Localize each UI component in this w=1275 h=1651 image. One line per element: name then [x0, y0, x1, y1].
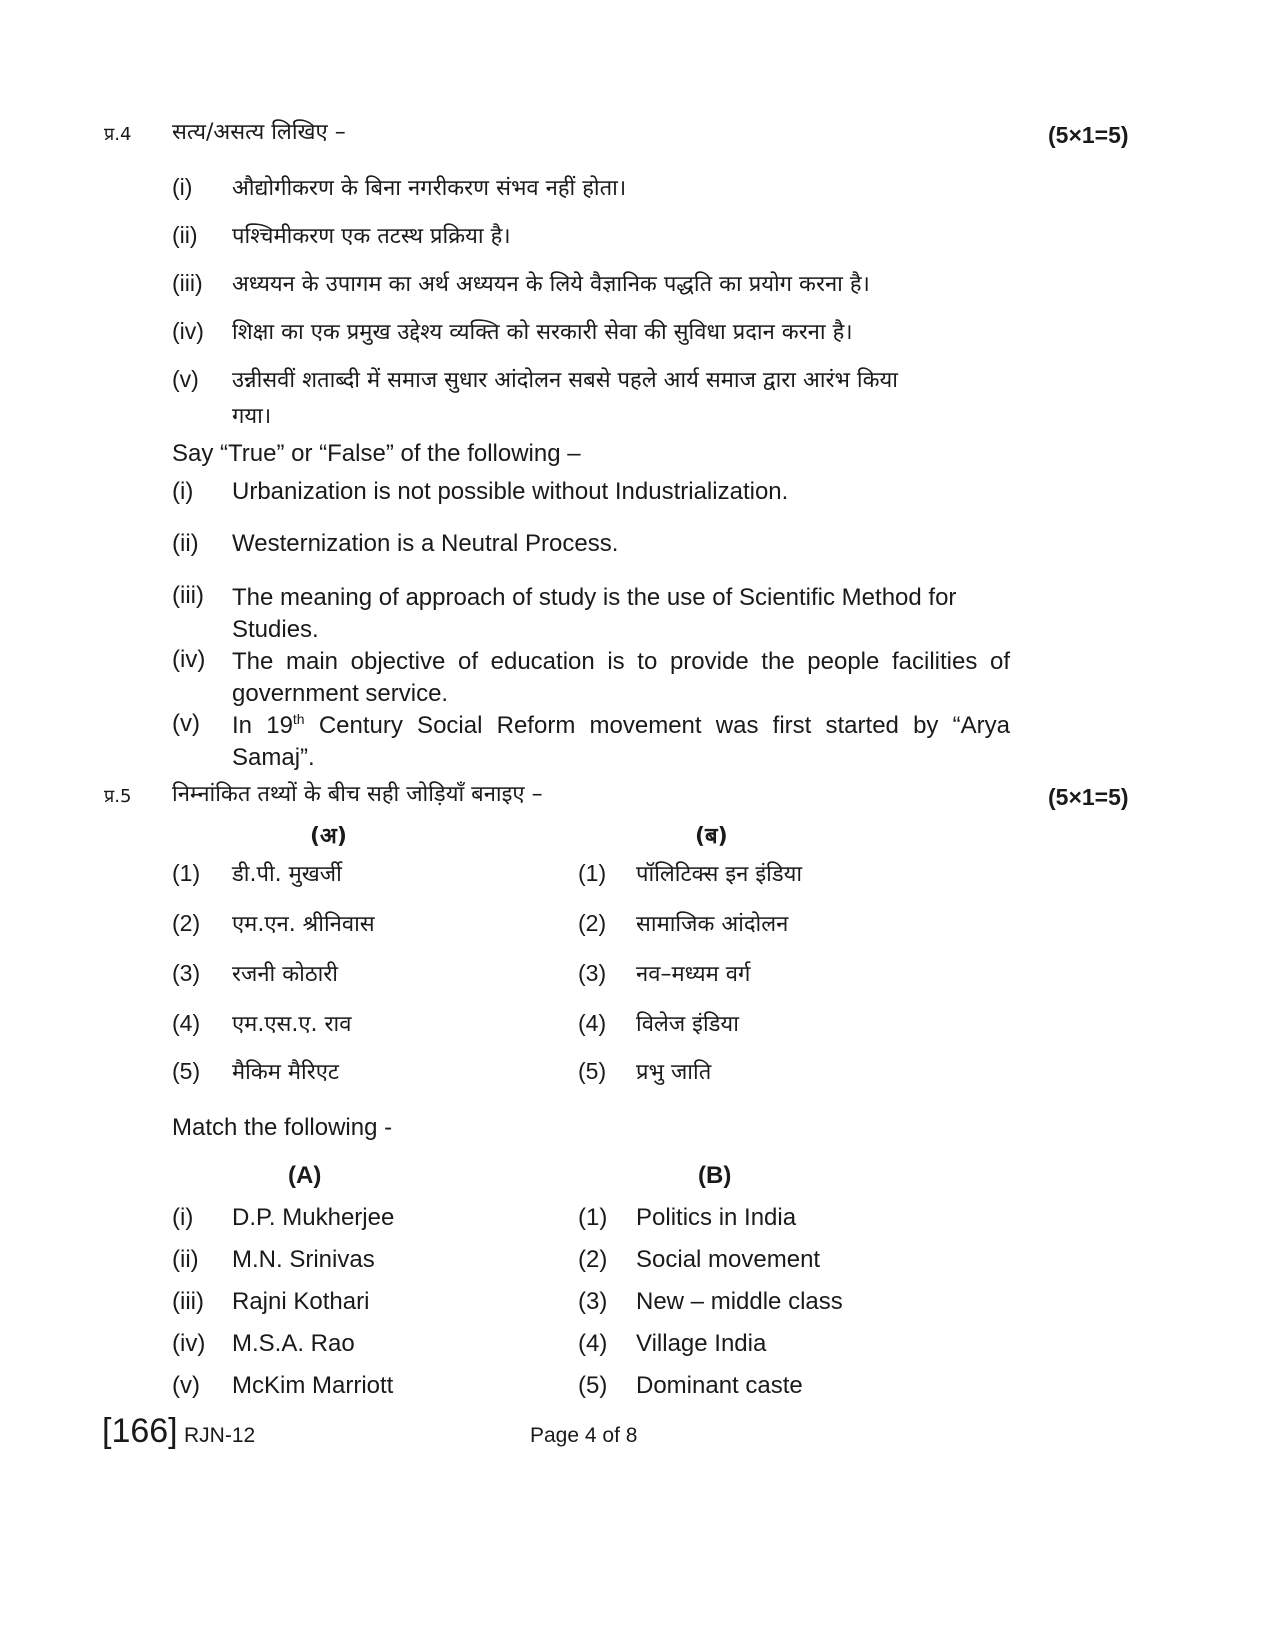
q5-number: प्र.5: [104, 786, 132, 807]
q4-heading-english: Say “True” or “False” of the following –: [172, 440, 581, 467]
q4-hi-item-text: औद्योगीकरण के बिना नगरीकरण संभव नहीं होता।: [232, 176, 627, 201]
q5-en-a-text: M.N. Srinivas: [232, 1246, 375, 1273]
q5-hi-b-text: प्रभु जाति: [636, 1060, 712, 1085]
q5-hi-b-text: विलेज इंडिया: [636, 1012, 739, 1037]
q5-en-b-text: Politics in India: [636, 1204, 797, 1231]
page-number: Page 4 of 8: [530, 1424, 638, 1447]
q4-en-item-label: (ii): [172, 530, 199, 557]
q4-hi-item-text: उन्नीसवीं शताब्दी में समाज सुधार आंदोलन सबसे पहले आर्य समाज द्वारा आरंभ किया: [232, 368, 898, 393]
q5-en-b-label: (5): [578, 1372, 608, 1399]
q5-en-a-label: (ii): [172, 1246, 199, 1273]
q4-hi-item-label: (v): [172, 366, 199, 392]
q4-hi-item-text: पश्चिमीकरण एक तटस्थ प्रक्रिया है।: [232, 224, 511, 249]
q5-hi-b-text: नव–मध्यम वर्ग: [636, 962, 751, 987]
q5-hi-b-label: (5): [578, 1058, 607, 1084]
q5-en-a-label: (v): [172, 1372, 200, 1399]
q5-hi-b-label: (4): [578, 1010, 607, 1036]
q4-en-item-text: The main objective of education is to provide the people facilities of government service.: [232, 648, 1010, 707]
q5-column-a-hindi: (अ): [310, 824, 347, 849]
q5-en-a-text: Rajni Kothari: [232, 1288, 370, 1315]
q5-en-b-text: New – middle class: [636, 1288, 843, 1315]
q4-hi-item-text: शिक्षा का एक प्रमुख उद्देश्य व्यक्ति को सरकारी सेवा की सुविधा प्रदान करना है।: [232, 320, 853, 345]
q4-en-item-label: (i): [172, 478, 194, 505]
q5-column-b-english: (B): [698, 1162, 732, 1189]
q5-hi-a-label: (4): [172, 1010, 201, 1036]
q4-hi-item-text-continued: गया।: [232, 404, 272, 429]
q5-hi-b-label: (3): [578, 960, 607, 986]
q5-hi-a-label: (1): [172, 860, 201, 886]
q4-en-item-label: (iii): [172, 582, 204, 609]
q4-hi-item-text: अध्ययन के उपागम का अर्थ अध्ययन के लिये वैज्ञानिक पद्धति का प्रयोग करना है।: [232, 272, 870, 297]
q4-en-item-text: The meaning of approach of study is the use of Scientific Method for Studies.: [232, 584, 957, 643]
q5-heading-hindi: निम्नांकित तथ्यों के बीच सही जोड़ियाँ बनाइए –: [172, 782, 543, 807]
q5-en-a-label: (iv): [172, 1330, 206, 1357]
q4-en-item-label: (v): [172, 710, 200, 737]
q5-en-b-label: (3): [578, 1288, 608, 1315]
q5-en-b-text: Village India: [636, 1330, 767, 1357]
q5-en-a-text: D.P. Mukherjee: [232, 1204, 395, 1231]
q5-heading-english: Match the following -: [172, 1114, 393, 1141]
q4-en-item-label: (iv): [172, 646, 206, 673]
q5-en-b-label: (2): [578, 1246, 608, 1273]
q5-column-b-hindi: (ब): [695, 824, 728, 849]
q5-hi-b-text: सामाजिक आंदोलन: [636, 912, 789, 937]
q4-marks: (5×1=5): [1048, 122, 1129, 148]
q5-hi-b-label: (1): [578, 860, 607, 886]
q5-hi-a-label: (3): [172, 960, 201, 986]
q5-en-b-text: Dominant caste: [636, 1372, 803, 1399]
q5-hi-a-text: एम.एन. श्रीनिवास: [232, 912, 375, 937]
q5-hi-a-text: डी.पी. मुखर्जी: [232, 862, 342, 887]
q4-heading-hindi: सत्य/असत्य लिखिए –: [172, 120, 346, 145]
q5-column-a-english: (A): [288, 1162, 322, 1189]
q5-hi-b-text: पॉलिटिक्स इन इंडिया: [636, 862, 803, 887]
q5-en-b-text: Social movement: [636, 1246, 821, 1273]
q5-hi-a-text: रजनी कोठारी: [232, 962, 338, 987]
q4-en-item-text: In 19th Century Social Reform movement was first started by “Arya Samaj”.: [232, 711, 1010, 771]
q5-hi-b-label: (2): [578, 910, 607, 936]
q4-en-item-text: Westernization is a Neutral Process.: [232, 530, 619, 557]
q4-number: प्र.4: [104, 124, 132, 145]
q5-hi-a-label: (5): [172, 1058, 201, 1084]
q4-hi-item-label: (iii): [172, 270, 203, 296]
q4-hi-item-label: (i): [172, 174, 193, 200]
q5-en-a-text: McKim Marriott: [232, 1372, 394, 1399]
q5-marks: (5×1=5): [1048, 784, 1129, 810]
q4-hi-item-label: (iv): [172, 318, 204, 344]
q5-en-a-text: M.S.A. Rao: [232, 1330, 355, 1357]
q5-en-b-label: (4): [578, 1330, 608, 1357]
q4-en-item-text: Urbanization is not possible without Industrialization.: [232, 478, 789, 505]
q5-en-a-label: (iii): [172, 1288, 204, 1315]
paper-code: RJN-12: [184, 1424, 256, 1447]
q5-en-a-label: (i): [172, 1204, 194, 1231]
q5-en-b-label: (1): [578, 1204, 608, 1231]
q5-hi-a-text: मैकिम मैरिएट: [232, 1060, 340, 1085]
paper-number: [166]: [102, 1412, 178, 1450]
q4-hi-item-label: (ii): [172, 222, 198, 248]
q5-hi-a-label: (2): [172, 910, 201, 936]
q5-hi-a-text: एम.एस.ए. राव: [232, 1012, 352, 1037]
